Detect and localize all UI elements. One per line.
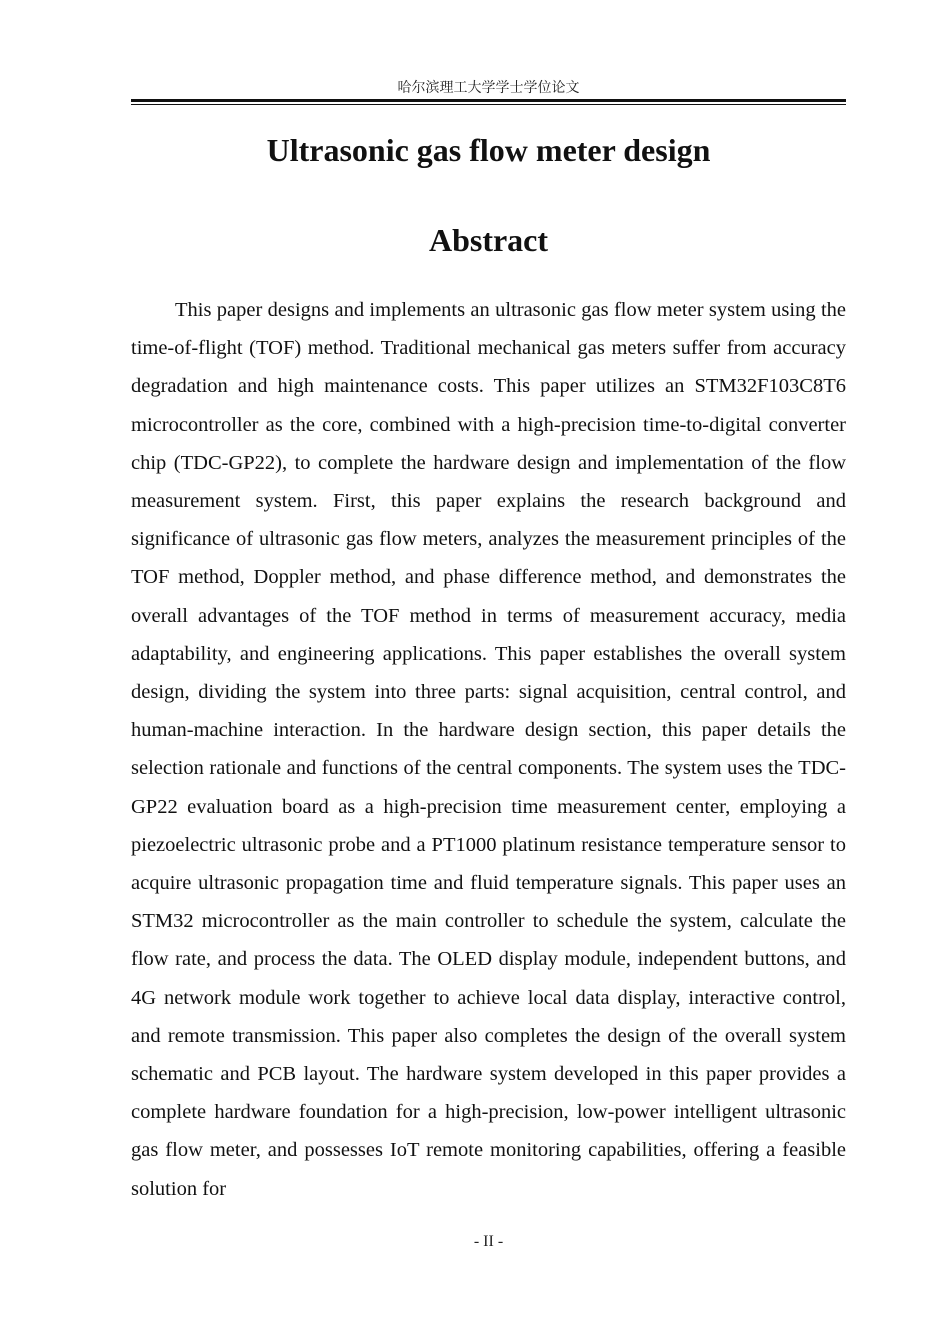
header-rule bbox=[131, 99, 846, 102]
abstract-body: This paper designs and implements an ultrasonic gas flow meter system using the time-of-flight (TOF) method. Traditional mechanical gas meters suffer from accuracy degradation and high maintenance costs. This paper utilizes an STM32F103C8T6 microcontroller as the core, combined with a high-precision time-to-digital converter chip (TDC-GP22), to complete the hardware design and implementation of the flow measurement system. First, this paper explains the research background and significance of ultrasonic gas flow meters, analyzes the measurement principles of the TOF method, Doppler method, and phase difference method, and demonstrates the overall advantages of the TOF method in terms of measurement accuracy, media adaptability, and engineering applications. This paper establishes the overall system design, dividing the system into three parts: signal acquisition, central control, and human-machine interaction. In the hardware design section, this paper details the selection rationale and functions of the central components. The system uses the TDC-GP22 evaluation board as a high-precision time measurement center, employing a piezoelectric ultrasonic probe and a PT1000 platinum resistance temperature sensor to acquire ultrasonic propagation time and fluid temperature signals. This paper uses an STM32 microcontroller as the main controller to schedule the system, calculate the flow rate, and process the data. The OLED display module, independent buttons, and 4G network module work together to achieve local data display, interactive control, and remote transmission. This paper also completes the design of the overall system schematic and PCB layout. The hardware system developed in this paper provides a complete hardware foundation for a high-precision, low-power intelligent ultrasonic gas flow meter, and possesses IoT remote monitoring capabilities, offering a feasible solution for bbox=[131, 299, 846, 1200]
running-header: 哈尔滨理工大学学士学位论文 bbox=[397, 80, 580, 96]
page-number: - II - bbox=[473, 1233, 504, 1250]
paper-title: Ultrasonic gas flow meter design bbox=[266, 132, 711, 168]
abstract-heading: Abstract bbox=[428, 222, 549, 258]
header-rule-thin bbox=[131, 104, 846, 105]
